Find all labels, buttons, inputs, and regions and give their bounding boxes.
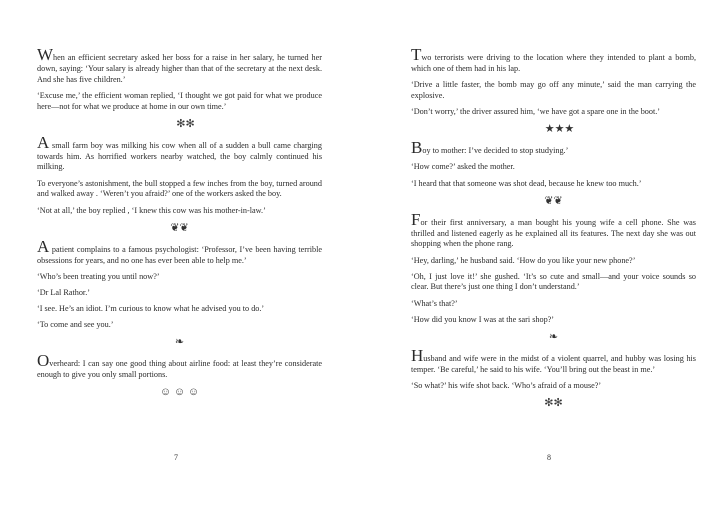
drop-cap: W [37, 45, 54, 64]
story-paragraph: ‘Don’t worry,’ the driver assured him, ‘we have got a spare one in the boot.’ [411, 106, 661, 116]
drop-cap: O [37, 351, 50, 371]
story-paragraph: ‘Hey, darling,’ he husband said. ‘How do you like your new phone?’ [411, 255, 636, 265]
left-page [37, 45, 322, 406]
story-paragraph: ‘Who’s been treating you until now?’ [37, 271, 160, 281]
drop-cap: T [411, 45, 422, 64]
page-number-right: 8 [547, 453, 551, 462]
story-cell-phone [411, 209, 696, 344]
drop-cap: F [411, 209, 421, 229]
story-paragraph: For their first anniversary, a man bought his young wife a cell phone. She was thrilled and listened eagerly as he explained all its features. The next day she was out shopping when the phone rang. [411, 209, 696, 249]
story-paragraph: Boy to mother: I’ve decided to stop studying.’ [411, 138, 569, 158]
story-paragraph: ‘Drive a little faster, the bomb may go off any minute,’ said the man carrying the explosive. [411, 79, 696, 100]
story-psychologist [37, 236, 322, 349]
ornament-divider: ✻✻ [544, 397, 563, 410]
story-paragraph: ‘Excuse me,’ the efficient woman replied, ‘I thought we got paid for what we produce here—not for what we produce at home in our own time.’ [37, 90, 322, 111]
story-paragraph: To everyone’s astonishment, the bull stopped a few inches from the boy, turned around and walked away . ‘Weren’t you afraid?’ one of the workers asked the boy. [37, 178, 322, 199]
drop-cap: B [411, 138, 423, 158]
drop-cap: H [411, 346, 424, 366]
story-paragraph: ‘I see. He’s an idiot. I’m curious to know what he advised you to do.’ [37, 304, 265, 314]
ornament-divider: ❧ [548, 331, 559, 344]
story-paragraph: When an efficient secretary asked her boss for a raise in her salary, he turned her down, saying: ‘Your salary is already higher than that of the secretary at the next desk. And she has five children.’ [37, 45, 322, 84]
story-paragraph: Husband and wife were in the midst of a violent quarrel, and hubby was losing his temper. ‘Be careful,’ he said to his wife. ‘You’ll bring out the beast in me.’ [411, 346, 696, 374]
story-paragraph: Two terrorists were driving to the location where they intended to plant a bomb, which one of them had in his lap. [411, 45, 696, 73]
story-paragraph: ‘How come?’ asked the mother. [411, 162, 515, 172]
ornament-divider: ★★★ [544, 123, 575, 136]
story-paragraph: ‘How did you know I was at the sari shop?’ [411, 314, 555, 324]
story-paragraph: ‘To come and see you.’ [37, 320, 114, 330]
story-boy-to-mother [411, 138, 696, 207]
drop-cap: A [37, 236, 50, 256]
story-paragraph: ‘Oh, I just love it!’ she gushed. ‘It’s so cute and small—and your voice sounds so clear. But there’s just one thing I don’t understand.’ [411, 271, 696, 292]
story-airline-food [37, 351, 322, 399]
story-paragraph: A patient complains to a famous psychologist: ‘Professor, I’ve been having terrible obsessions for years, and no one has ever been able to help me.’ [37, 236, 322, 265]
story-paragraph: ‘Not at all,’ the boy replied , ‘I knew this cow was his mother-in-law.’ [37, 205, 266, 215]
story-paragraph: ‘I heard that that someone was shot dead, because he knew too much.’ [411, 178, 642, 188]
ornament-divider: ❦❦ [170, 221, 189, 234]
story-farm-boy [37, 132, 322, 234]
story-terrorists [411, 45, 696, 136]
story-paragraph: ‘What’s that?’ [411, 298, 458, 308]
story-husband-wife [411, 346, 696, 410]
drop-cap: A [37, 132, 50, 152]
story-paragraph: ‘Dr Lal Rathor.’ [37, 287, 90, 297]
story-paragraph: A small farm boy was milking his cow when all of a sudden a bull came charging towards him. As horrified workers nearby watched, the boy calmly continued his milking. [37, 132, 322, 172]
right-page [411, 45, 696, 417]
ornament-divider: ❧ [174, 336, 185, 349]
story-paragraph: ‘So what?’ his wife shot back. ‘Who’s afraid of a mouse?’ [411, 381, 602, 391]
ornament-divider: ❦❦ [544, 194, 563, 207]
page-number-left: 7 [174, 453, 178, 462]
smiley-ornament: ☺ ☺ ☺ [159, 386, 200, 399]
story-paragraph: Overheard: I can say one good thing about airline food: at least they’re considerate enough to give you only small portions. [37, 351, 322, 380]
story-secretary [37, 45, 322, 130]
ornament-divider: ✻✻ [176, 117, 195, 130]
